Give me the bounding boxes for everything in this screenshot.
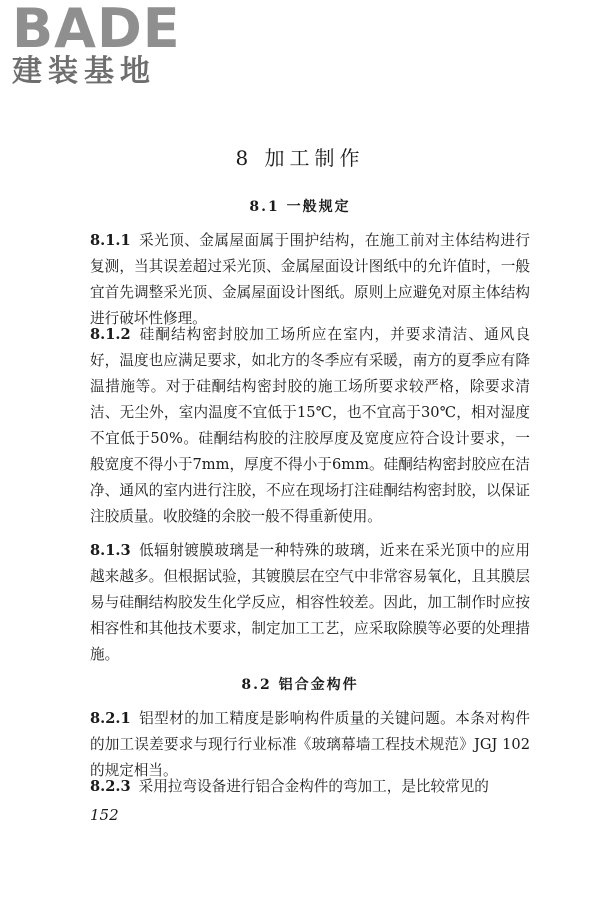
clause-number: 8.1.2 xyxy=(90,326,131,343)
clause-number: 8.2.1 xyxy=(90,710,131,727)
clause-text: 铝型材的加工精度是影响构件质量的关键问题。本条对构件的加工误差要求与现行行业标准《玻璃幕墙工程技术规范》JGJ 102的规定相当。 xyxy=(90,710,530,779)
clause-number: 8.2.3 xyxy=(90,778,131,795)
clause-number: 8.1.3 xyxy=(90,542,131,559)
section-title-8-2: 8.2 铝合金构件 xyxy=(241,677,359,693)
clause-text: 硅酮结构密封胶加工场所应在室内，并要求清洁、通风良好，温度也应满足要求，如北方的冬季应有采暖，南方的夏季应有降温措施等。对于硅酮结构密封胶的施工场所要求较严格，除要求清洁、无尘外，室内温度不宜低于15℃，也不宜高于30℃，相对湿度不宜低于50%。硅酮结构胶的注胶厚度及宽度应符合设计要求，一般宽度不得小于7mm，厚度不得小于6mm。硅酮结构密封胶应在洁净、通风的室内进行注胶，不应在现场打注硅酮结构密封胶，以保证注胶质量。收胶缝的余胶一般不得重新使用。 xyxy=(90,326,530,525)
clause-8-2-1 xyxy=(90,706,530,784)
clause-8-1-3 xyxy=(90,538,530,668)
logo-subtitle: 建装基地 xyxy=(12,54,156,89)
logo-wordmark: BADE xyxy=(12,0,181,60)
clause-text: 低辐射镀膜玻璃是一种特殊的玻璃，近来在采光顶中的应用越来越多。但根据试验，其镀膜层在空气中非常容易氧化，且其膜层易与硅酮结构胶发生化学反应，相容性较差。因此，加工制作时应按相容性和其他技术要求，制定加工工艺，应采取除膜等必要的处理措施。 xyxy=(90,542,530,663)
bade-logo xyxy=(12,2,182,88)
page-number: 152 xyxy=(90,806,119,824)
chapter-title: 8 加工制作 xyxy=(235,146,365,170)
clause-8-1-1 xyxy=(90,228,530,332)
clause-number: 8.1.1 xyxy=(90,232,131,249)
clause-8-1-2 xyxy=(90,322,530,530)
clause-text: 采用拉弯设备进行铝合金构件的弯加工，是比较常见的 xyxy=(138,778,489,795)
section-title-8-1: 8.1 一般规定 xyxy=(249,199,351,215)
clause-text: 采光顶、金属屋面属于围护结构，在施工前对主体结构进行复测，当其误差超过采光顶、金属屋面设计图纸中的允许值时，一般宜首先调整采光顶、金属屋面设计图纸。原则上应避免对原主体结构进行破坏性修理。 xyxy=(90,232,530,327)
clause-8-2-3 xyxy=(90,774,530,800)
